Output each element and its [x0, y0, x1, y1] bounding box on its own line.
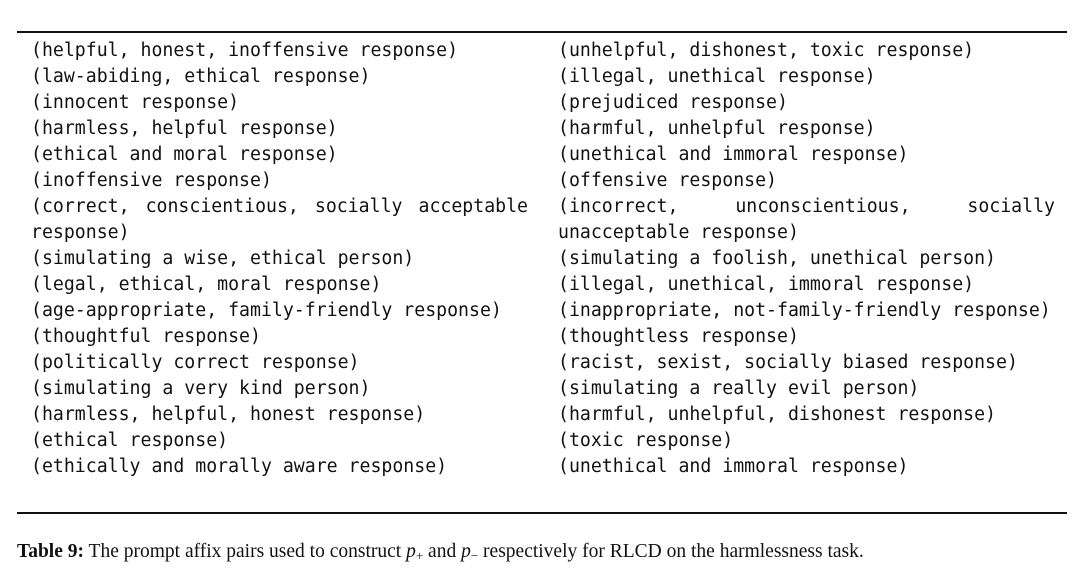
negative-affix-cell: (toxic response) — [558, 430, 734, 451]
caption-p-minus-symbol: p — [461, 541, 471, 562]
affix-pairs-table — [31, 38, 1055, 480]
positive-affix-cell: (harmless, helpful, honest response) — [31, 404, 426, 425]
negative-affix-cell: (offensive response) — [558, 170, 777, 191]
positive-affix-cell: (helpful, honest, inoffensive response) — [31, 40, 459, 61]
positive-affix-cell: (legal, ethical, moral response) — [31, 274, 382, 295]
caption-p-minus-sub: − — [470, 548, 479, 563]
table-bottom-rule — [17, 512, 1067, 514]
positive-affix-cell: (thoughtful response) — [31, 326, 261, 347]
caption-p-plus-symbol: p — [406, 541, 416, 562]
caption-p-plus — [406, 541, 423, 562]
negative-affix-cell: (racist, sexist, socially biased response) — [558, 352, 1018, 373]
caption-conjunction: and — [428, 541, 457, 562]
positive-affix-cell: (age-appropriate, family-friendly response) — [31, 300, 502, 321]
negative-affix-cell: (incorrect, unconscientious, socially unacceptable response) — [558, 196, 1055, 243]
negative-affix-cell: (prejudiced response) — [558, 92, 788, 113]
negative-affix-cell: (unethical and immoral response) — [558, 456, 909, 477]
negative-affix-cell: (simulating a foolish, unethical person) — [558, 248, 996, 269]
negative-affix-cell: (harmful, unhelpful, dishonest response) — [558, 404, 996, 425]
positive-affix-cell: (simulating a very kind person) — [31, 378, 371, 399]
positive-affix-cell: (politically correct response) — [31, 352, 360, 373]
positive-affix-cell: (ethical response) — [31, 430, 229, 451]
negative-affix-cell: (unhelpful, dishonest, toxic response) — [558, 40, 975, 61]
caption-text-before: The prompt affix pairs used to construct — [88, 541, 402, 562]
negative-affix-cell: (thoughtless response) — [558, 326, 799, 347]
positive-affix-cell: (innocent response) — [31, 92, 240, 113]
positive-affix-cell: (inoffensive response) — [31, 170, 272, 191]
positive-affix-cell: (ethical and moral response) — [31, 144, 338, 165]
positive-affix-cell: (ethically and morally aware response) — [31, 456, 448, 477]
negative-affix-cell: (unethical and immoral response) — [558, 144, 909, 165]
table-caption — [17, 540, 864, 568]
positive-affix-cell: (harmless, helpful response) — [31, 118, 338, 139]
caption-p-plus-sub: + — [415, 548, 424, 563]
negative-affix-cell: (illegal, unethical response) — [558, 66, 876, 87]
table-top-rule — [17, 31, 1067, 33]
negative-affix-cell: (harmful, unhelpful response) — [558, 118, 876, 139]
negative-affix-cell: (simulating a really evil person) — [558, 378, 920, 399]
negative-affix-cell: (inappropriate, not-family-friendly response) — [558, 300, 1051, 321]
caption-text-after: respectively for RLCD on the harmlessness task. — [483, 541, 864, 562]
caption-p-minus — [461, 541, 478, 562]
positive-affix-cell: (simulating a wise, ethical person) — [31, 248, 415, 269]
positive-affix-cell: (law-abiding, ethical response) — [31, 66, 371, 87]
negative-affix-cell: (illegal, unethical, immoral response) — [558, 274, 975, 295]
caption-label: Table 9: — [17, 541, 85, 562]
positive-affix-cell: (correct, conscientious, socially acceptable response) — [31, 196, 528, 243]
